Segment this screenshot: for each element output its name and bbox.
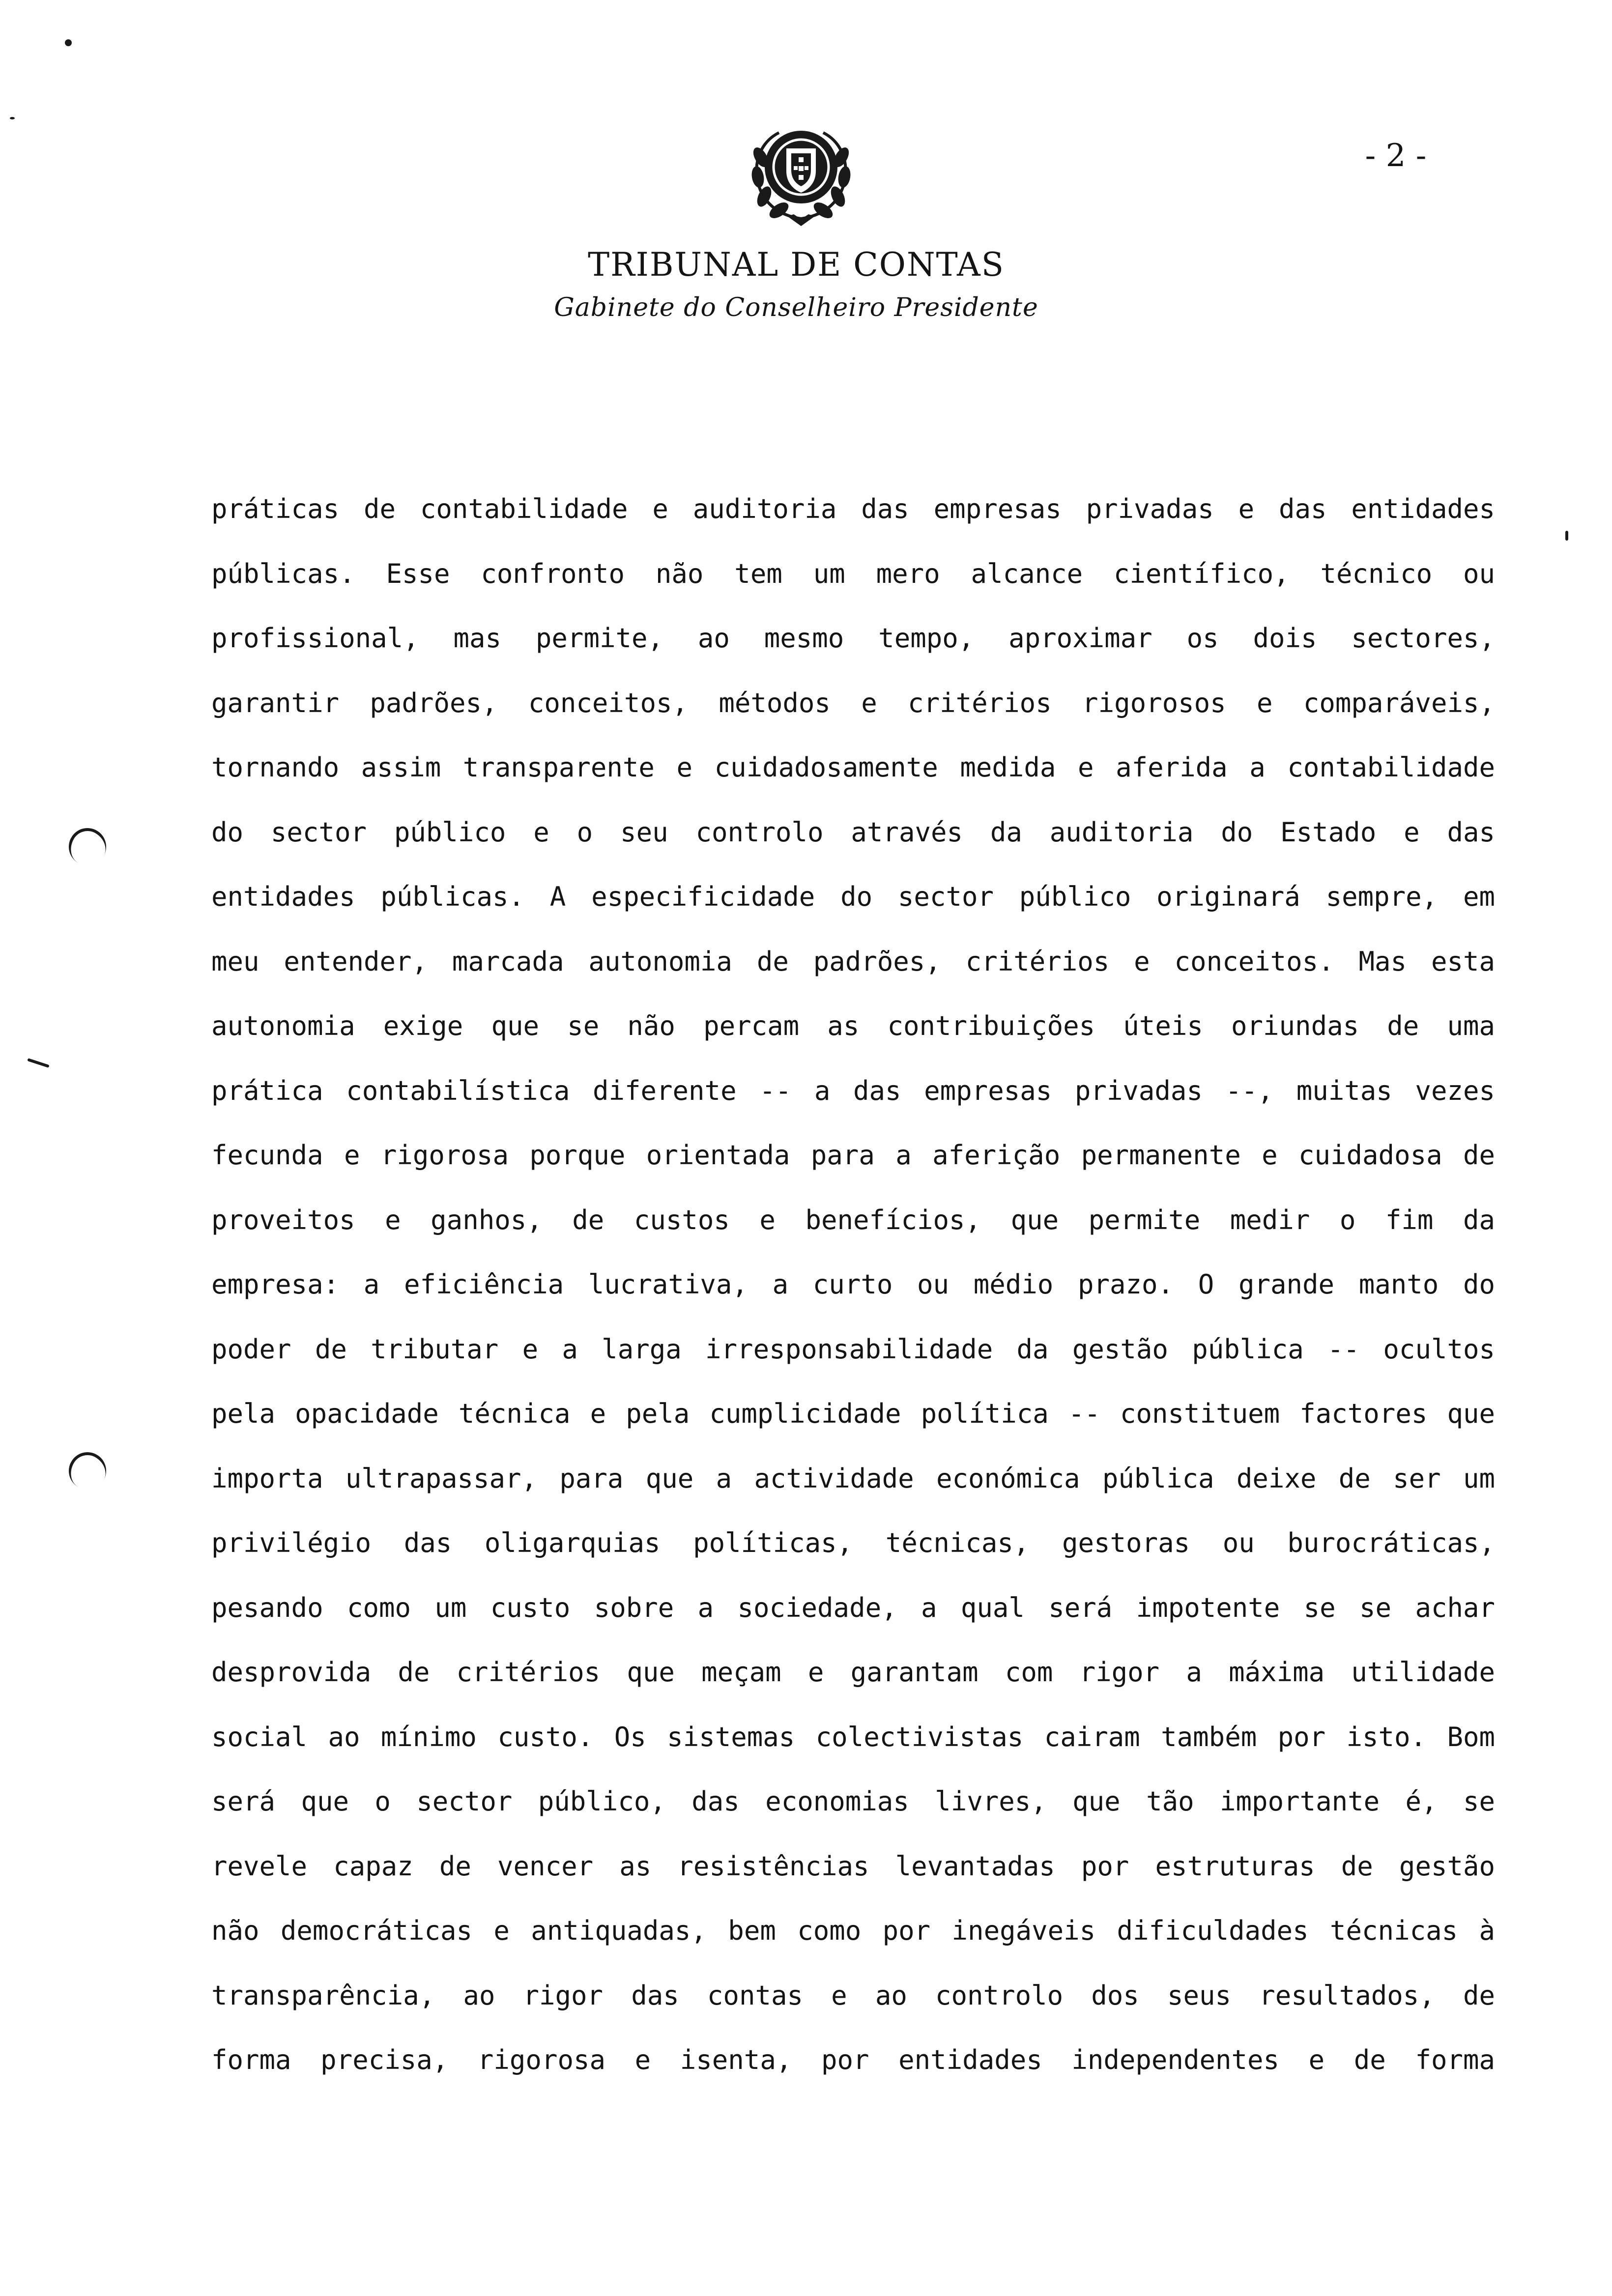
text-line: públicas. Esse confronto não tem um mero alcance científico, técnico ou [211, 558, 1495, 589]
text-line: empresa: a eficiência lucrativa, a curto ou médio prazo. O grande manto do [211, 1269, 1495, 1300]
scan-speck [10, 117, 15, 119]
text-line: desprovida de critérios que meçam e garantam com rigor a máxima utilidade [211, 1657, 1495, 1688]
text-line: profissional, mas permite, ao mesmo tempo, aproximar os dois sectores, [211, 623, 1495, 654]
text-line: garantir padrões, conceitos, métodos e critérios rigorosos e comparáveis, [211, 687, 1495, 718]
text-line: poder de tributar e a larga irresponsabilidade da gestão pública -- ocultos [211, 1333, 1495, 1365]
scan-speck [1565, 531, 1568, 541]
punch-hole-mark [62, 821, 113, 872]
page-number: - 2 - [1365, 138, 1427, 174]
punch-hole-mark [62, 1445, 113, 1496]
text-line: meu entender, marcada autonomia de padrões, critérios e conceitos. Mas esta [211, 946, 1495, 977]
text-line: será que o sector público, das economias livres, que tão importante é, se [211, 1786, 1495, 1817]
text-line: práticas de contabilidade e auditoria das empresas privadas e das entidades [211, 493, 1495, 524]
text-line: entidades públicas. A especificidade do sector público originará sempre, em [211, 881, 1495, 912]
text-line: tornando assim transparente e cuidadosamente medida e aferida a contabilidade [211, 752, 1495, 783]
institution-name: TRIBUNAL DE CONTAS [588, 246, 1005, 284]
text-line: importa ultrapassar, para que a actividade económica pública deixe de ser um [211, 1463, 1495, 1494]
text-line: prática contabilística diferente -- a das empresas privadas --, muitas vezes [211, 1075, 1495, 1106]
office-subtitle: Gabinete do Conselheiro Presidente [554, 293, 1038, 322]
text-line: forma precisa, rigorosa e isenta, por entidades independentes e de forma [211, 2044, 1495, 2075]
text-line: pesando como um custo sobre a sociedade, a qual será impotente se se achar [211, 1592, 1495, 1623]
text-line: fecunda e rigorosa porque orientada para a aferição permanente e cuidadosa de [211, 1140, 1495, 1171]
text-line: revele capaz de vencer as resistências levantadas por estruturas de gestão [211, 1850, 1495, 1882]
coat-of-arms-icon [742, 118, 860, 231]
text-line: autonomia exige que se não percam as contribuições úteis oriundas de uma [211, 1010, 1495, 1041]
text-line: proveitos e ganhos, de custos e benefícios, que permite medir o fim da [211, 1204, 1495, 1235]
scan-speck [27, 1058, 50, 1068]
text-line: transparência, ao rigor das contas e ao controlo dos seus resultados, de [211, 1980, 1495, 2011]
text-line: social ao mínimo custo. Os sistemas colectivistas cairam também por isto. Bom [211, 1721, 1495, 1752]
scan-speck [65, 39, 72, 46]
text-line: não democráticas e antiquadas, bem como por inegáveis dificuldades técnicas à [211, 1915, 1495, 1946]
text-line: privilégio das oligarquias políticas, técnicas, gestoras ou burocráticas, [211, 1527, 1495, 1558]
text-line: do sector público e o seu controlo através da auditoria do Estado e das [211, 816, 1495, 848]
text-line: pela opacidade técnica e pela cumplicidade política -- constituem factores que [211, 1398, 1495, 1429]
body-text [211, 477, 1495, 2093]
